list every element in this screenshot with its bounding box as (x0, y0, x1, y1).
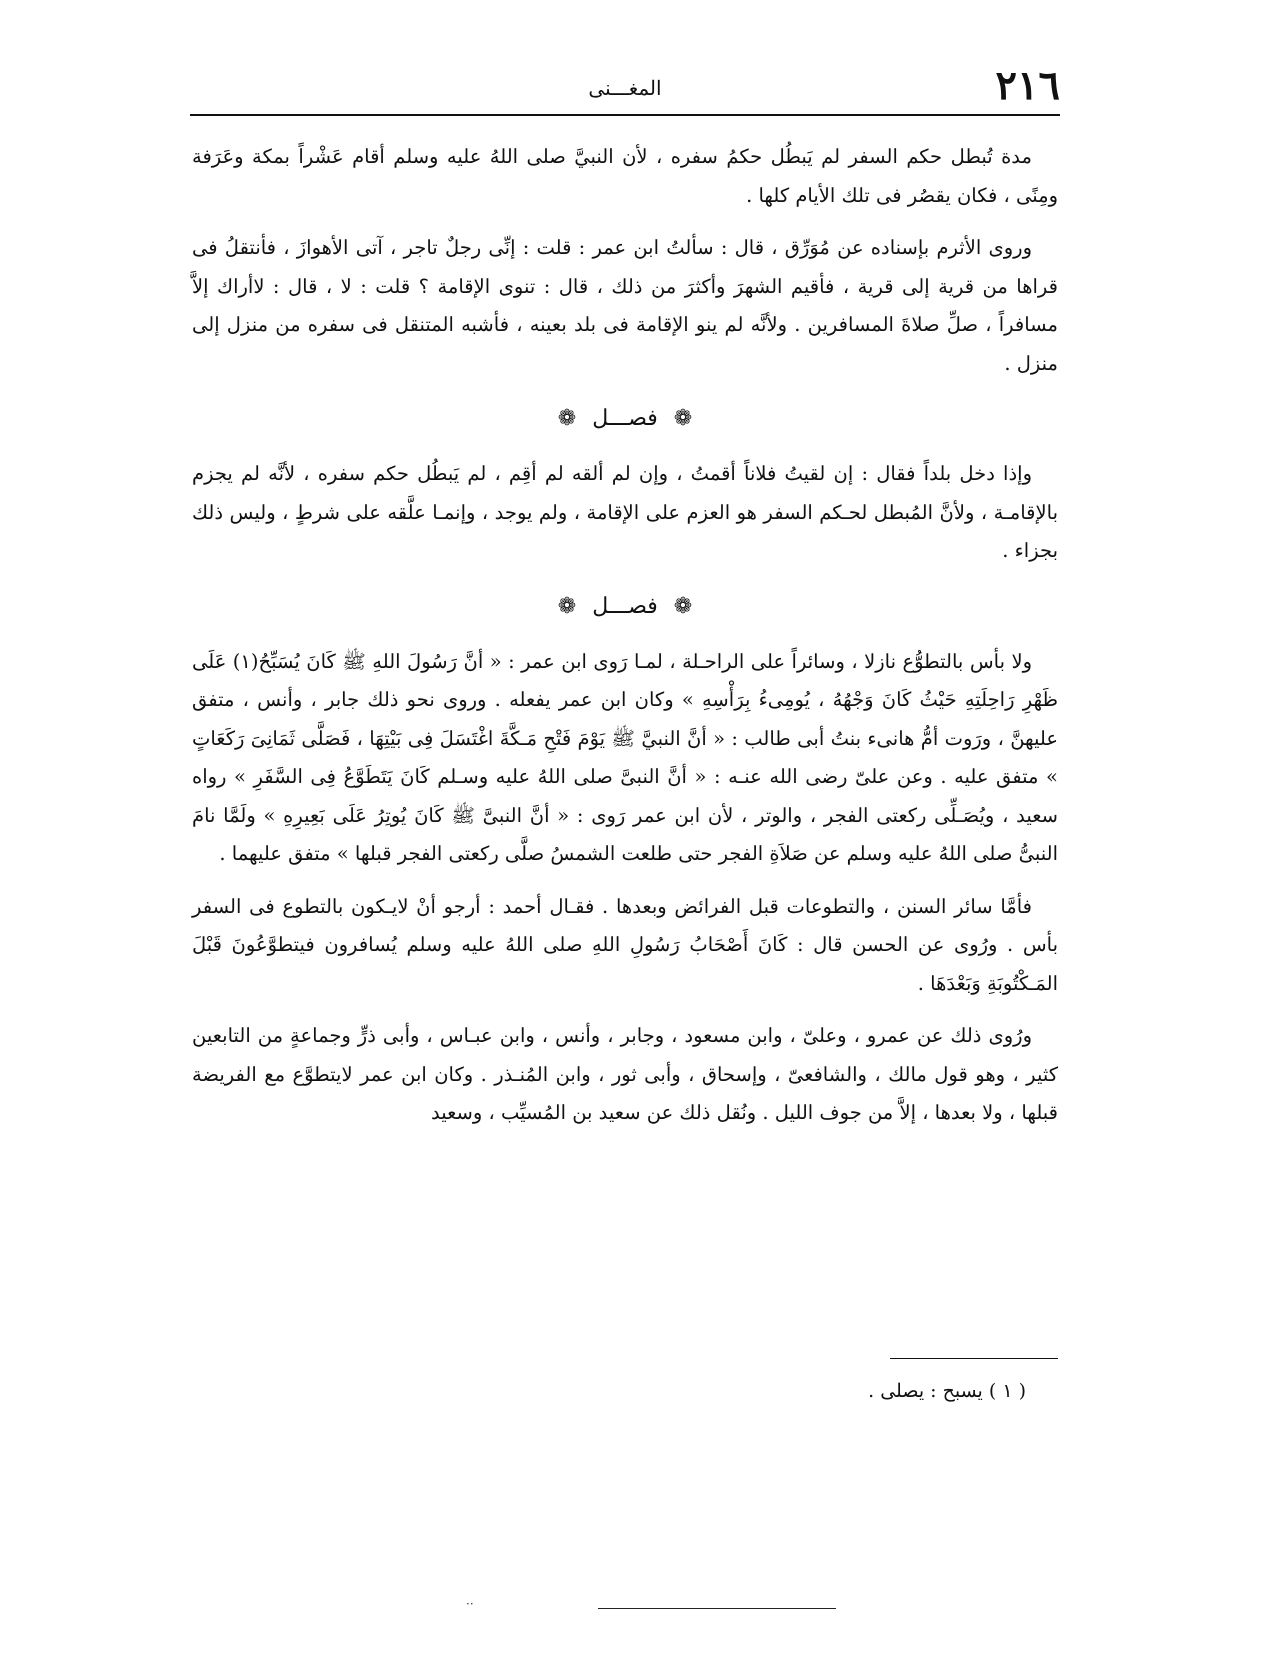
ornament-icon: ❁ (673, 593, 693, 619)
footnote-rule (890, 1358, 1058, 1359)
header-rule (190, 114, 1060, 116)
paragraph: وإذا دخل بلداً فقال : إن لقيتُ فلاناً أقمتُ ، وإن لم ألقه لم أقِم ، لم يَبطُل حكم سفره ، لأنَّه لم يجزم بالإقامـة ، ولأنَّ المُبطل لحـكم السفر هو العزم على الإقامة ، ولم يوجد ، وإنمـا علَّقه على شرطٍ ، وليس ذلك بجزاء . (192, 462, 1058, 562)
paragraph: ورُوى ذلك عن عمرو ، وعلىّ ، وابن مسعود ، وجابر ، وأنس ، وابن عبـاس ، وأبى ذرٍّ وجماعةٍ من التابعين كثير ، وهو قول مالك ، والشافعىّ ، وإسحاق ، وأبى ثور ، وابن المُنـذر . وكان ابن عمر لايتطوَّع مع الفريضة قبلها ، ولا بعدها ، إلاَّ من جوف الليل . ونُقل ذلك عن سعيد بن المُسيِّب ، وسعيد (192, 1024, 1058, 1124)
main-text (192, 138, 1058, 1133)
paragraph: ولا بأس بالتطوُّع نازلا ، وسائراً على الراحـلة ، لمـا رَوى ابن عمر : « أنَّ رَسُولَ اللهِ ﷺ كَانَ يُسَبِّحُ(١) عَلَى ظَهْرِ رَاحِلَتِهِ حَيْثُ كَانَ وَجْهُهُ ، يُومِىءُ بِرَأْسِهِ » وكان ابن عمر يفعله . وروى نحو ذلك جابر ، وأنس ، متفق عليهنَّ ، ورَوت أمُّ هانىء بنتُ أبى طالب : « أنَّ النبيَّ ﷺ يَوْمَ فَتْحِ مَـكَّةَ اغْتَسَلَ فِى بَيْتِهَا ، فَصَلَّى ثَمَانِىَ رَكَعَاتٍ » متفق عليه . وعن علىّ رضى الله عنـه : « أنَّ النبىَّ صلى اللهُ عليه وسـلم كَانَ يَتَطَوَّعُ فِى السَّفَرِ » رواه سعيد ، ويُصَـلِّى ركعتى الفجر ، والوتر ، لأن ابن عمر رَوى : « أنَّ النبىَّ ﷺ كَانَ يُوتِرُ عَلَى بَعِيرِهِ » ولَمَّا نامَ النبىُّ صلى اللهُ عليه وسلم عن صَلاَةِ الفجر حتى طلعت الشمسُ صلَّى ركعتى الفجر قبلها » متفق عليهما . (192, 649, 1058, 865)
page-header (190, 62, 1060, 112)
footnote: ( ١ ) يسبح : يصلى . (868, 1380, 1026, 1402)
page-number: ٢١٦ (995, 62, 1060, 109)
paragraph: فأمَّا سائر السنن ، والتطوعات قبل الفرائض وبعدها . فقـال أحمد : أرجو أنْ لايـكون بالتطوع فى السفر بأس . ورُوى عن الحسن قال : كَانَ أَصْحَابُ رَسُولِ اللهِ صلى اللهُ عليه وسلم يُسافرون فيتطوَّعُونَ قَبْلَ المَـكْتُوبَةِ وَبَعْدَهَا . (192, 894, 1058, 995)
ornament-icon: ❁ (557, 593, 577, 619)
section-heading (192, 585, 1058, 629)
section-heading-label: فصـــل (592, 593, 658, 619)
paragraph: مدة تُبطل حكم السفر لم يَبطُل حكمُ سفره ، لأن النبيَّ صلى اللهُ عليه وسلم أقام عَشْراً بمكة وعَرَفة ومِنًى ، فكان يقصُر فى تلك الأيام كلها . (192, 145, 1058, 207)
ornament-icon: ❁ (557, 406, 577, 431)
bottom-mark: ·· (466, 1597, 474, 1611)
paragraph: وروى الأثرم بإسناده عن مُوَرِّق ، قال : سألتُ ابن عمر : قلت : إنِّى رجلٌ تاجر ، آتى الأهوازَ ، فأنتقلُ فى قراها من قرية إلى قرية ، فأقيم الشهرَ وأكثرَ من ذلك ، قال : تنوى الإقامة ؟ قلت : لا ، قال : لاأراك إلاَّ مسافراً ، صلِّ صلاةَ المسافرين . ولأنَّه لم ينو الإقامة فى بلد بعينه ، فأشبه المتنقل فى سفره من منزل إلى منزل . (192, 236, 1058, 375)
section-heading-label: فصـــل (592, 406, 658, 431)
ornament-icon: ❁ (673, 406, 693, 431)
running-title: المغـــنى (588, 76, 662, 100)
bottom-rule (598, 1608, 836, 1609)
section-heading (192, 397, 1058, 441)
